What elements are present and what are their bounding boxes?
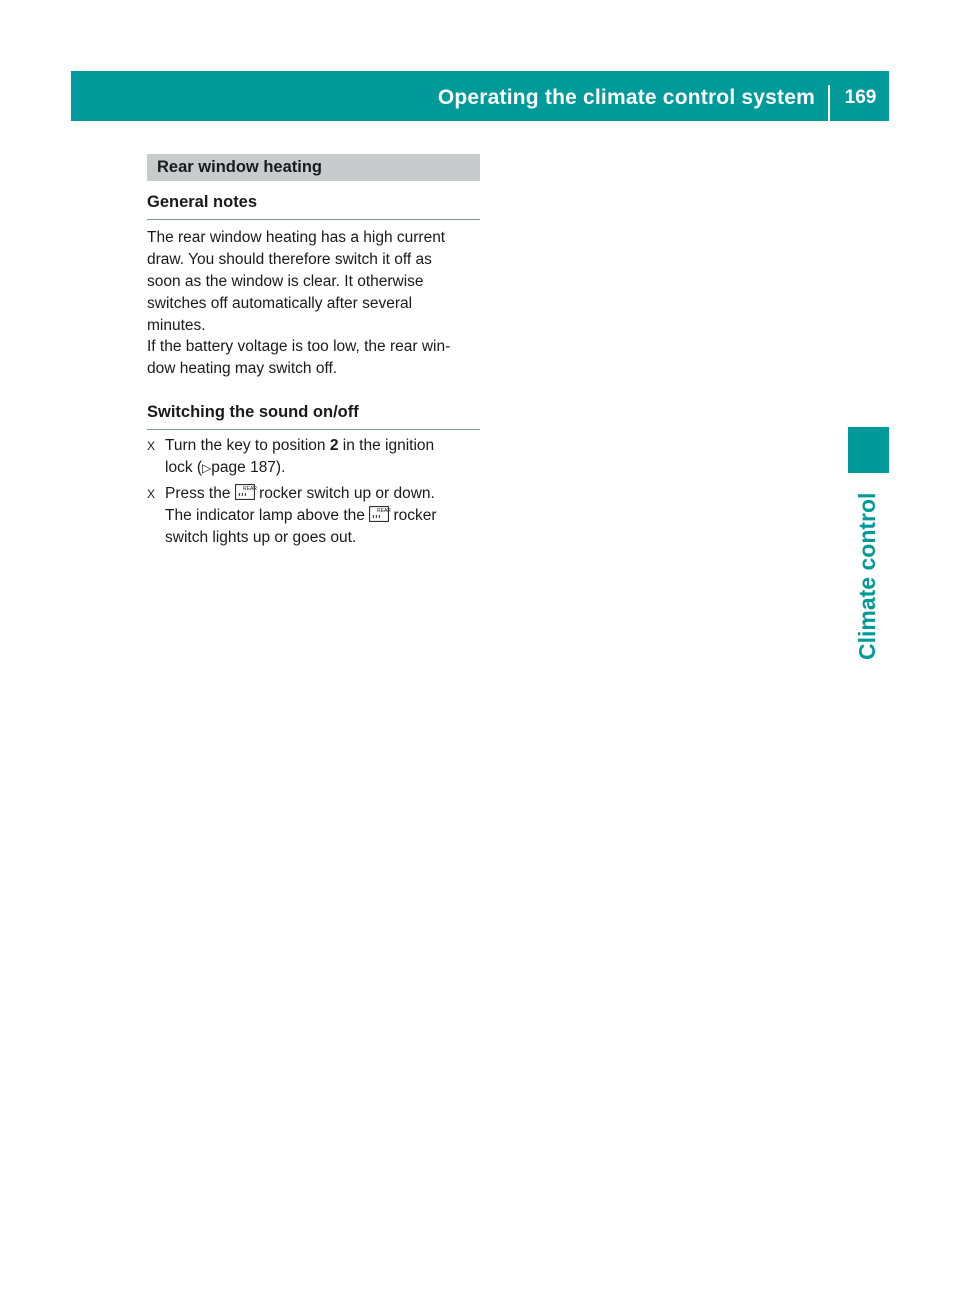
page-number: 169 bbox=[844, 87, 877, 108]
svg-text:REAR: REAR bbox=[242, 486, 257, 492]
page-reference-link[interactable]: page 187). bbox=[211, 459, 286, 476]
text-fragment: lock ( bbox=[165, 459, 203, 476]
text-fragment: Press the bbox=[165, 485, 235, 502]
text-line bbox=[165, 505, 487, 527]
step-2 bbox=[147, 483, 487, 549]
general-notes-heading: General notes bbox=[147, 191, 480, 220]
rear-window-heating-icon bbox=[369, 506, 392, 522]
section-title: Rear window heating bbox=[147, 154, 480, 181]
step-marker-icon: X bbox=[147, 487, 156, 501]
switching-heading: Switching the sound on/off bbox=[147, 401, 480, 430]
rear-window-heating-icon bbox=[235, 484, 255, 500]
text-line: minutes. bbox=[147, 317, 206, 334]
page-reference-icon: ▷ bbox=[202, 461, 212, 475]
position-number: 2 bbox=[329, 437, 339, 454]
text-line: soon as the window is clear. It otherwise bbox=[147, 273, 424, 290]
side-tab-marker bbox=[848, 427, 889, 473]
header-divider bbox=[828, 85, 830, 121]
side-tab-label: Climate control bbox=[854, 492, 880, 660]
general-notes-paragraph-2 bbox=[147, 336, 487, 380]
svg-text:REAR: REAR bbox=[377, 508, 392, 514]
text-line bbox=[165, 483, 487, 505]
text-fragment: Turn the key to position bbox=[165, 437, 330, 454]
page-header bbox=[71, 71, 889, 121]
text-fragment: in the ignition bbox=[338, 437, 435, 454]
chapter-title: Operating the climate control system bbox=[437, 86, 815, 109]
text-line bbox=[165, 435, 487, 457]
text-line: The rear window heating has a high current bbox=[147, 229, 446, 246]
step-1 bbox=[147, 435, 487, 479]
text-line: switches off automatically after several bbox=[147, 295, 413, 312]
text-fragment: The indicator lamp above the bbox=[165, 507, 370, 524]
text-line: draw. You should therefore switch it off as bbox=[147, 251, 432, 268]
text-fragment: rocker switch up or down. bbox=[254, 485, 435, 502]
text-line: dow heating may switch off. bbox=[147, 360, 338, 377]
step-marker-icon: X bbox=[147, 439, 156, 453]
text-line: switch lights up or goes out. bbox=[165, 529, 357, 546]
text-fragment: rocker bbox=[389, 507, 437, 524]
general-notes-paragraph-1 bbox=[147, 227, 487, 337]
text-line: If the battery voltage is too low, the rear win- bbox=[147, 338, 451, 355]
text-line bbox=[165, 457, 487, 479]
